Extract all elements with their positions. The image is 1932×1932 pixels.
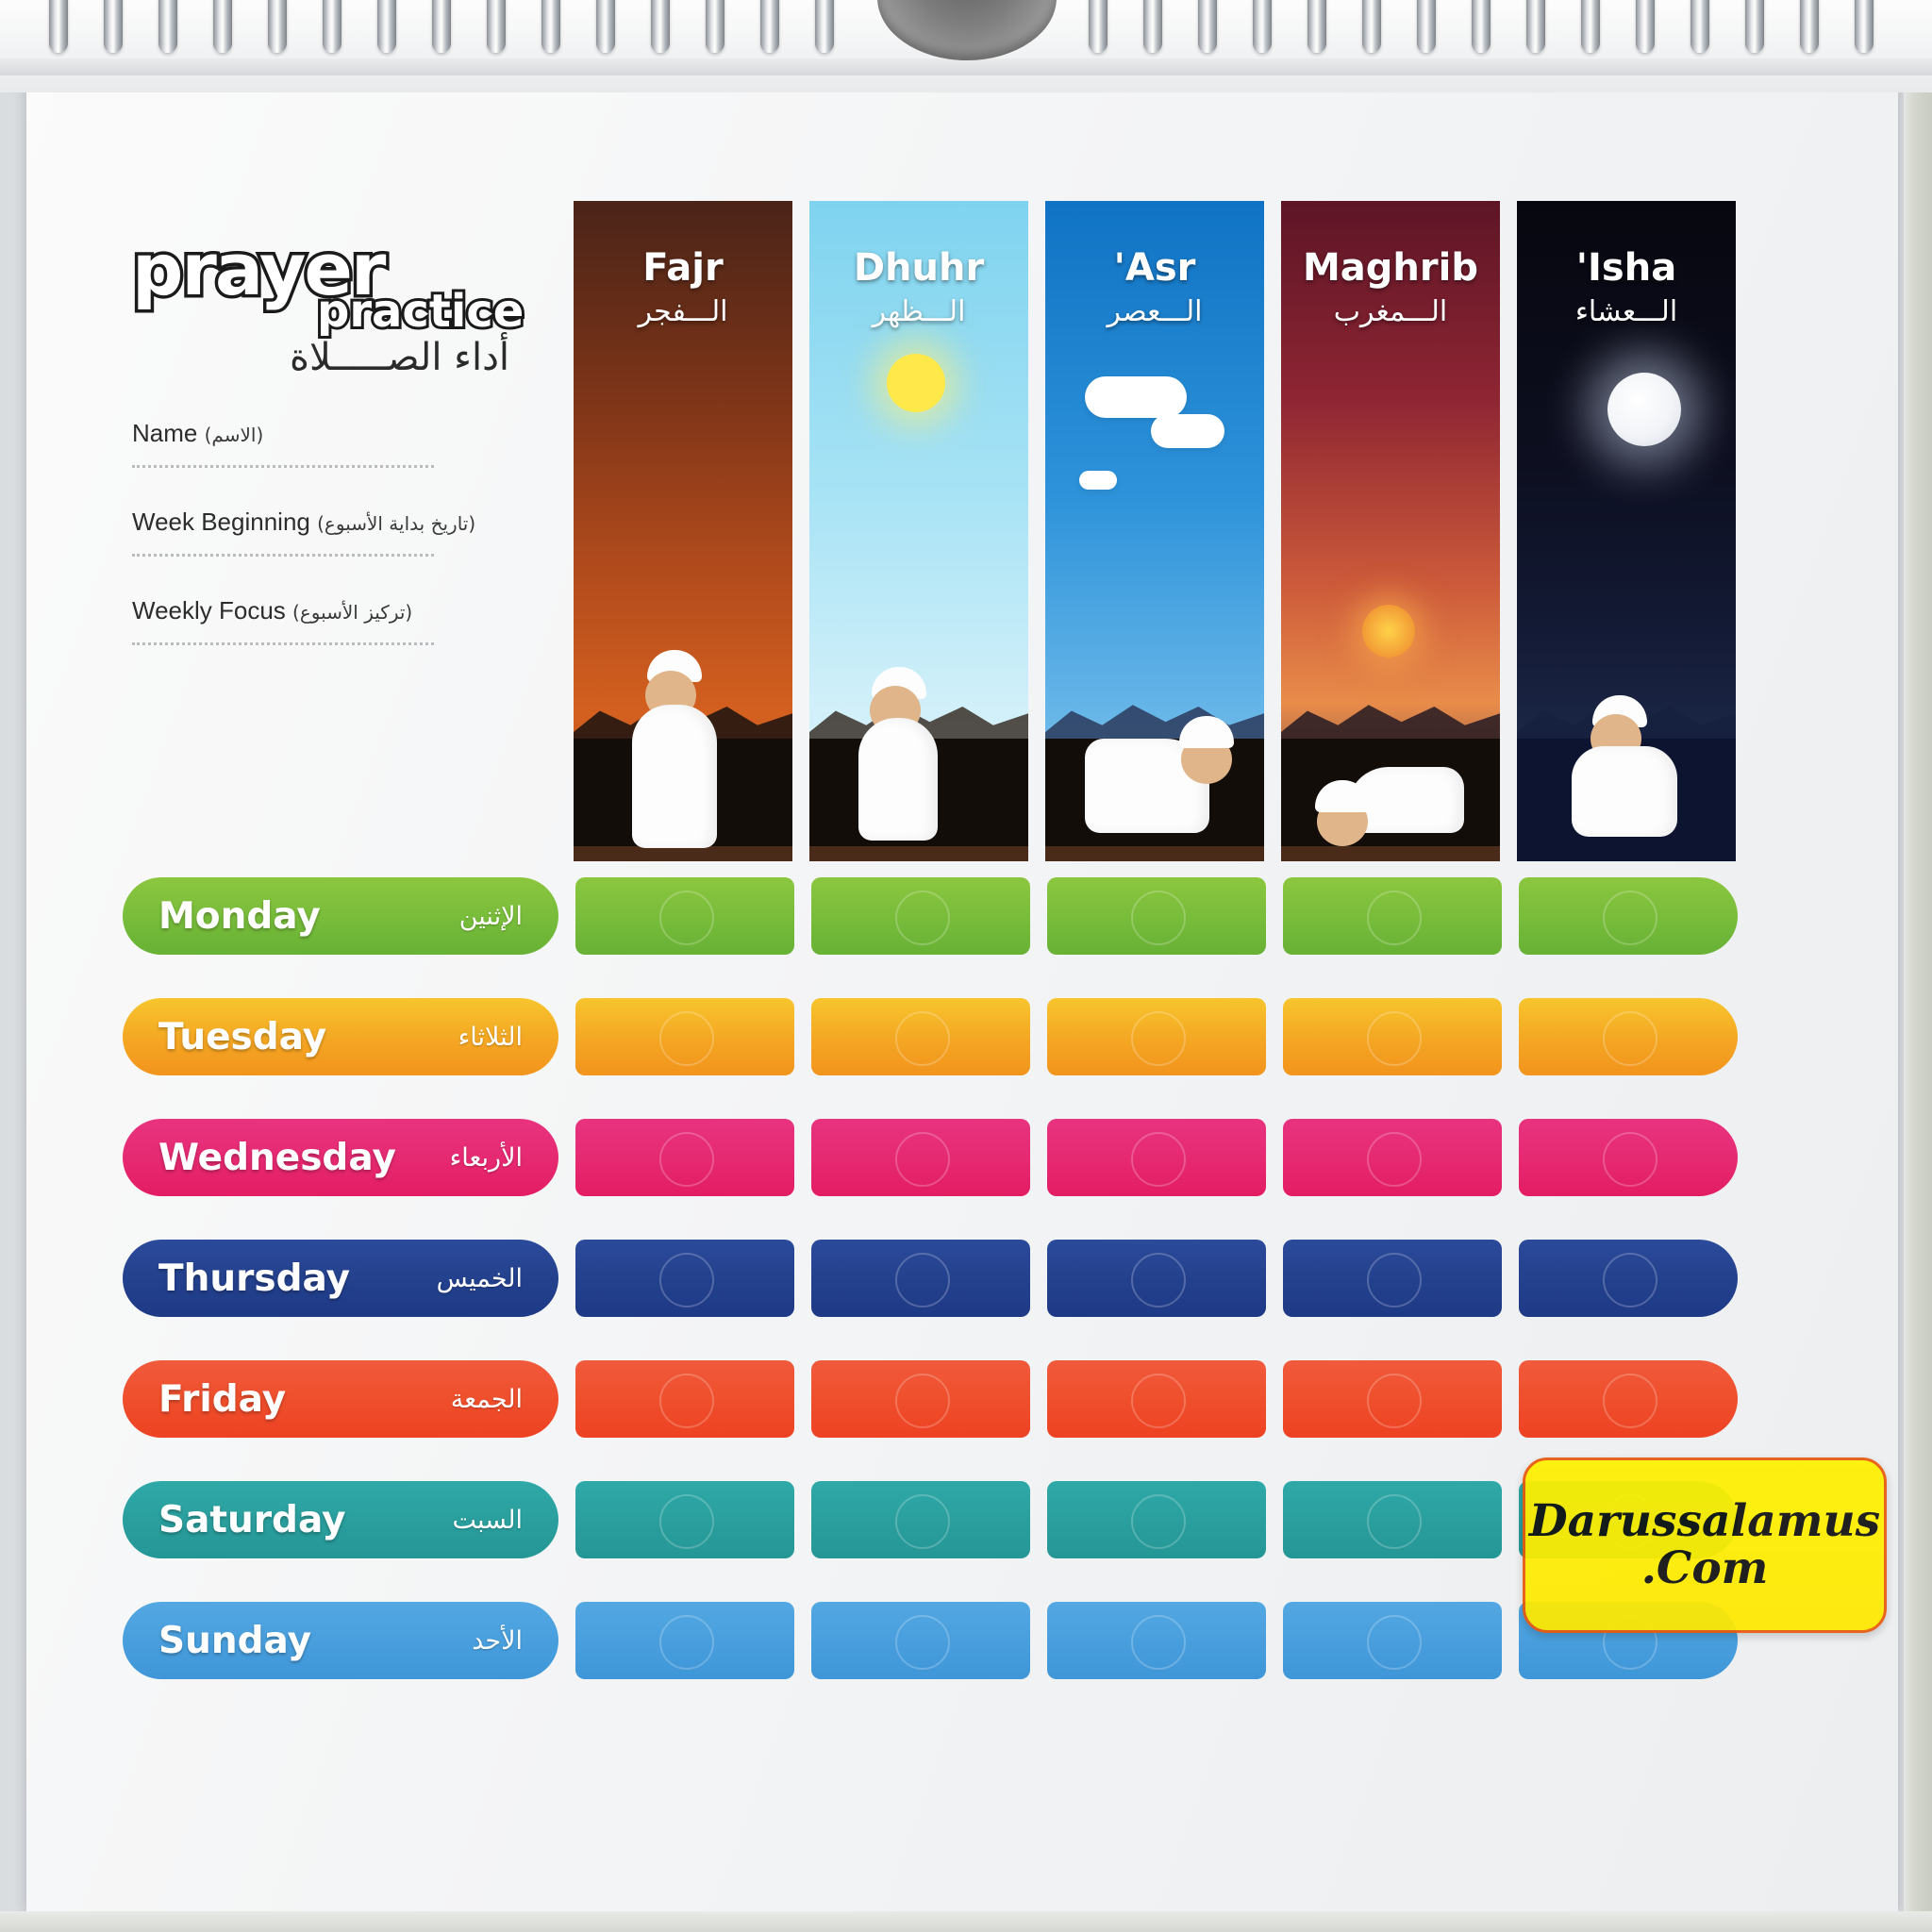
page-edge-right xyxy=(1904,0,1932,1932)
day-label-tuesday-ar: الثلاثاء xyxy=(458,1022,523,1052)
day-label-monday xyxy=(123,877,558,955)
maghrib-figure-prostrating xyxy=(1304,754,1474,841)
fajr-figure-standing xyxy=(623,650,726,848)
checkbox-monday-isha[interactable] xyxy=(1519,877,1738,955)
spiral-coil xyxy=(1690,0,1709,53)
checkbox-thursday-asr[interactable] xyxy=(1047,1240,1266,1317)
checkbox-thursday-dhuhr[interactable] xyxy=(811,1240,1030,1317)
watermark-badge xyxy=(1523,1457,1887,1633)
spiral-coil xyxy=(1581,0,1600,53)
name-input-line[interactable] xyxy=(132,465,434,468)
spiral-coil xyxy=(323,0,341,53)
field-week-beginning-label-en: Week Beginning xyxy=(132,508,310,537)
checkbox-sunday-fajr[interactable] xyxy=(575,1602,794,1679)
prayer-title-ar-fajr: الـــفجر xyxy=(638,295,728,328)
checkbox-friday-isha[interactable] xyxy=(1519,1360,1738,1438)
spiral-coil xyxy=(213,0,232,53)
logo-secondary-text: practice xyxy=(317,285,525,338)
spiral-coil xyxy=(541,0,560,53)
isha-robe xyxy=(1572,746,1677,837)
page-edge-bottom xyxy=(0,1911,1932,1932)
checkbox-thursday-maghrib[interactable] xyxy=(1283,1240,1502,1317)
spiral-coil xyxy=(1089,0,1108,53)
table-row-monday xyxy=(123,877,1811,955)
day-label-friday-en: Friday xyxy=(158,1377,287,1421)
spiral-coil xyxy=(815,0,834,53)
day-label-wednesday-ar: الأربعاء xyxy=(449,1142,523,1173)
checkbox-friday-maghrib[interactable] xyxy=(1283,1360,1502,1438)
prayer-column-fajr xyxy=(574,201,792,861)
day-label-saturday-en: Saturday xyxy=(158,1498,346,1541)
checkbox-monday-maghrib[interactable] xyxy=(1283,877,1502,955)
spiral-coil xyxy=(706,0,724,53)
spiral-coil xyxy=(1800,0,1819,53)
watermark-line1: Darussalamus xyxy=(1528,1495,1881,1548)
cloud-icon-large xyxy=(1085,376,1187,418)
checkbox-sunday-asr[interactable] xyxy=(1047,1602,1266,1679)
spiral-coil xyxy=(104,0,123,53)
checkbox-monday-dhuhr[interactable] xyxy=(811,877,1030,955)
isha-figure-sitting xyxy=(1566,695,1689,837)
checkbox-thursday-fajr[interactable] xyxy=(575,1240,794,1317)
asr-cap xyxy=(1179,716,1234,748)
prayer-title-maghrib: Maghrib xyxy=(1303,246,1478,290)
field-weekly-focus-label-en: Weekly Focus xyxy=(132,596,286,625)
logo-primary-text: prayer xyxy=(132,227,385,311)
field-weekly-focus-label-ar: (تركيز الأسبوع) xyxy=(292,601,413,625)
checkbox-saturday-maghrib[interactable] xyxy=(1283,1481,1502,1558)
thumb-hole xyxy=(877,0,1057,60)
spiral-coil xyxy=(158,0,177,53)
field-week-beginning-label xyxy=(132,508,575,537)
day-label-monday-ar: الإثنين xyxy=(458,901,523,931)
field-weekly-focus xyxy=(132,596,575,645)
prayer-columns xyxy=(574,201,1770,861)
watermark-line2: .Com xyxy=(1641,1542,1769,1594)
setting-sun-icon xyxy=(1362,605,1415,658)
spiral-coil xyxy=(760,0,779,53)
checkbox-tuesday-fajr[interactable] xyxy=(575,998,794,1075)
spiral-binding xyxy=(0,0,1932,92)
prayer-title-fajr: Fajr xyxy=(642,246,724,290)
fajr-robe xyxy=(632,705,717,848)
checkbox-friday-asr[interactable] xyxy=(1047,1360,1266,1438)
day-label-thursday-ar: الخميس xyxy=(436,1263,523,1293)
checkbox-tuesday-dhuhr[interactable] xyxy=(811,998,1030,1075)
spiral-coil xyxy=(1307,0,1326,53)
spiral-coil xyxy=(1526,0,1545,53)
spiral-coil xyxy=(651,0,670,53)
checkbox-tuesday-maghrib[interactable] xyxy=(1283,998,1502,1075)
field-week-beginning-label-ar: (تاريخ بداية الأسبوع) xyxy=(317,512,476,536)
spiral-coil xyxy=(1472,0,1491,53)
day-label-sunday-en: Sunday xyxy=(158,1619,312,1662)
day-label-wednesday-en: Wednesday xyxy=(158,1136,396,1179)
spiral-coil xyxy=(1636,0,1655,53)
day-label-wednesday xyxy=(123,1119,558,1196)
checkbox-sunday-dhuhr[interactable] xyxy=(811,1602,1030,1679)
dhuhr-figure-standing xyxy=(851,667,953,841)
day-label-sunday-ar: الأحد xyxy=(472,1625,523,1656)
prayer-column-asr xyxy=(1045,201,1264,861)
cloud-icon-medium xyxy=(1151,414,1224,448)
day-label-friday xyxy=(123,1360,558,1438)
day-label-sunday xyxy=(123,1602,558,1679)
spiral-coil xyxy=(487,0,506,53)
checkbox-monday-fajr[interactable] xyxy=(575,877,794,955)
moon-icon xyxy=(1607,373,1681,446)
field-week-beginning xyxy=(132,508,575,557)
checkbox-tuesday-isha[interactable] xyxy=(1519,998,1738,1075)
checkbox-saturday-fajr[interactable] xyxy=(575,1481,794,1558)
spiral-coil xyxy=(432,0,451,53)
field-weekly-focus-label xyxy=(132,596,575,625)
spiral-coil xyxy=(49,0,68,53)
prayer-title-ar-isha: الـــعشاء xyxy=(1574,295,1678,328)
week-beginning-input-line[interactable] xyxy=(132,554,434,557)
checkbox-monday-asr[interactable] xyxy=(1047,877,1266,955)
sun-icon xyxy=(887,354,945,412)
spiral-coil xyxy=(596,0,615,53)
checkbox-wednesday-fajr[interactable] xyxy=(575,1119,794,1196)
checkbox-saturday-dhuhr[interactable] xyxy=(811,1481,1030,1558)
day-label-thursday xyxy=(123,1240,558,1317)
day-label-thursday-en: Thursday xyxy=(158,1257,351,1300)
dhuhr-robe xyxy=(858,718,938,841)
field-name-label-ar: (الاسم) xyxy=(204,424,264,447)
spiral-coil xyxy=(1143,0,1162,53)
table-row-friday xyxy=(123,1360,1811,1438)
prayer-title-ar-maghrib: الـــمغرب xyxy=(1333,295,1448,328)
day-label-tuesday xyxy=(123,998,558,1075)
spiral-coil xyxy=(377,0,396,53)
prayer-column-isha xyxy=(1517,201,1736,861)
checkbox-wednesday-maghrib[interactable] xyxy=(1283,1119,1502,1196)
asr-figure-bowing xyxy=(1066,701,1236,833)
prayer-column-maghrib xyxy=(1281,201,1500,861)
prayer-column-dhuhr xyxy=(809,201,1028,861)
spiral-coil xyxy=(1855,0,1874,53)
checkbox-wednesday-asr[interactable] xyxy=(1047,1119,1266,1196)
prayer-title-dhuhr: Dhuhr xyxy=(853,246,985,290)
weekly-focus-input-line[interactable] xyxy=(132,642,434,645)
spiral-coil xyxy=(1253,0,1272,53)
day-label-monday-en: Monday xyxy=(158,894,321,938)
cloud-icon-small xyxy=(1079,471,1117,490)
checkbox-wednesday-dhuhr[interactable] xyxy=(811,1119,1030,1196)
checkbox-wednesday-isha[interactable] xyxy=(1519,1119,1738,1196)
binding-strip xyxy=(0,58,1932,75)
checkbox-thursday-isha[interactable] xyxy=(1519,1240,1738,1317)
day-label-tuesday-en: Tuesday xyxy=(158,1015,327,1058)
spiral-coil xyxy=(1198,0,1217,53)
spiral-coil xyxy=(268,0,287,53)
logo-arabic-text: أداء الصـــــلاة xyxy=(290,336,509,380)
spiral-coil xyxy=(1417,0,1436,53)
checkbox-sunday-maghrib[interactable] xyxy=(1283,1602,1502,1679)
prayer-title-ar-dhuhr: الـــظهر xyxy=(872,295,966,328)
checkbox-saturday-asr[interactable] xyxy=(1047,1481,1266,1558)
prayer-title-ar-asr: الـــعصر xyxy=(1107,295,1203,328)
day-label-saturday xyxy=(123,1481,558,1558)
table-row-thursday xyxy=(123,1240,1811,1317)
field-name-label xyxy=(132,419,575,448)
day-label-friday-ar: الجمعة xyxy=(450,1384,523,1414)
checkbox-friday-fajr[interactable] xyxy=(575,1360,794,1438)
logo xyxy=(132,227,528,338)
spiral-coil xyxy=(1362,0,1381,53)
table-row-wednesday xyxy=(123,1119,1811,1196)
day-label-saturday-ar: السبت xyxy=(452,1505,523,1535)
table-row-tuesday xyxy=(123,998,1811,1075)
field-name xyxy=(132,419,575,468)
document-header xyxy=(132,227,575,645)
prayer-title-asr: 'Asr xyxy=(1113,246,1196,290)
prayer-title-isha: 'Isha xyxy=(1575,246,1677,290)
spiral-coil xyxy=(1745,0,1764,53)
field-name-label-en: Name xyxy=(132,419,198,448)
checkbox-tuesday-asr[interactable] xyxy=(1047,998,1266,1075)
checkbox-friday-dhuhr[interactable] xyxy=(811,1360,1030,1438)
